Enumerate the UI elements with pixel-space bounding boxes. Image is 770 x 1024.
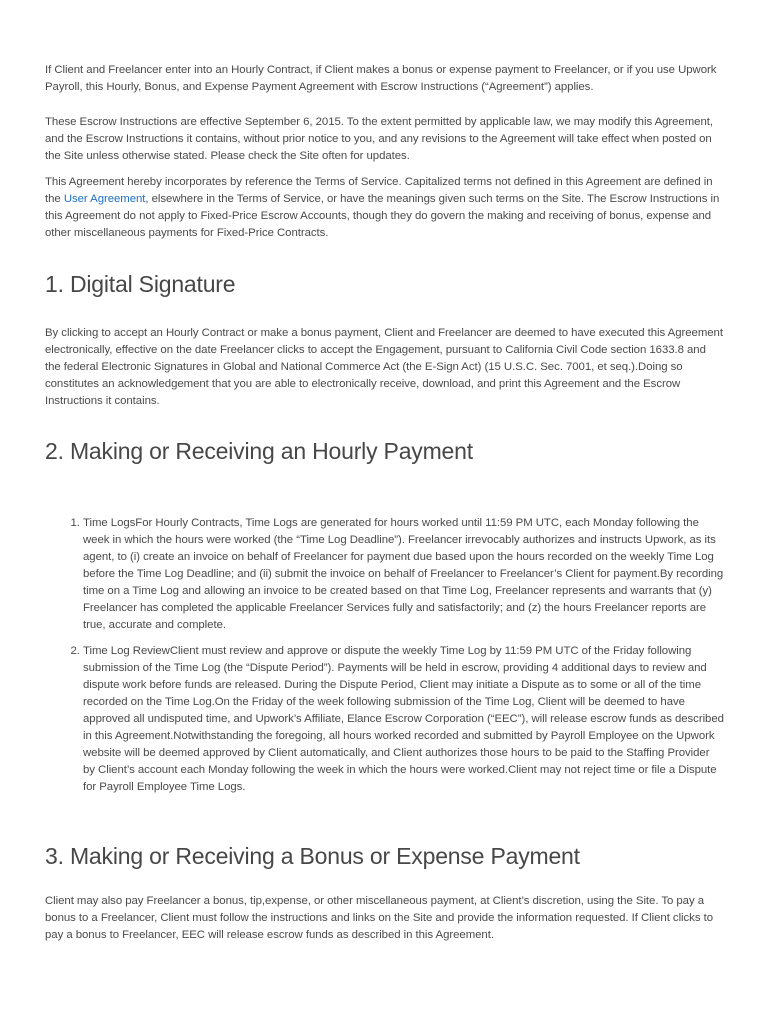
user-agreement-link[interactable]: User Agreement bbox=[63, 193, 146, 205]
intro-paragraph-3-text-before: This Agreement hereby incorporates by reference the Terms of Service. Capitalized terms not defined in this Agreement are defined in the bbox=[45, 176, 713, 205]
section-heading-hourly-payment: 2. Making or Receiving an Hourly Payment bbox=[45, 438, 473, 464]
list-item-time-logs: 1. Time LogsFor Hourly Contracts, Time Logs are generated for hours worked until 11:59 PM UTC, each Monday following the week in which the hours were worked (the “Time Log Deadline”). Freelancer irrevocably authorizes and instructs Upwork, as its agent, to (i) create an invoice on behalf of Freelancer for payment due based upon the hours recorded on the weekly Time Log before the Time Log Deadline; and (ii) submit the invoice on behalf of Freelancer to Freelancer’s Client for payment.By recording time on a Time Log and allowing an invoice to be created based on that Time Log, Freelancer represents and warrants that (y) Freelancer has completed the applicable Freelancer Services fully and satisfactorily; and (z) the hours Freelancer reports are true, accurate and complete. bbox=[83, 515, 724, 634]
list-item-time-log-review: 2. Time Log ReviewClient must review and approve or dispute the weekly Time Log by 11:59 PM UTC of the Friday following submission of the Time Log (the “Dispute Period”). Payments will be held in escrow, providing 4 additional days to review and dispute work before funds are released. During the Dispute Period, Client may initiate a Dispute as to some or all of the time recorded on the Time Log.On the Friday of the week following submission of the Time Log, Client will be deemed to have approved all undisputed time, and Upwork’s Affiliate, Elance Escrow Corporation (“EEC”), will release escrow funds as described in this Agreement.Notwithstanding the foregoing, all hours worked recorded and submitted by Payroll Employee on the Upwork website will be deemed approved by Client automatically, and Client authorizes those hours to be paid to the Staffing Provider by Client’s account each Monday following the week in which the hours were worked.Client may not reject time or file a Dispute for Payroll Employee Time Logs. bbox=[83, 643, 724, 796]
intro-paragraph-3 bbox=[45, 174, 724, 242]
section-body-bonus-expense: Client may also pay Freelancer a bonus, tip,expense, or other miscellaneous payment, at Client’s discretion, using the Site. To pay a bonus to a Freelancer, Client must follow the instructions and links on the Site and provide the information requested. If Client clicks to pay a bonus to Freelancer, EEC will release escrow funds as described in this Agreement. bbox=[45, 895, 713, 941]
intro-paragraph-3-text-after: , elsewhere in the Terms of Service, or have the meanings given such terms on the Site. The Escrow Instructions in this Agreement do not apply to Fixed-Price Escrow Accounts, though they do govern the making and receiving of bonus, expense and other miscellaneous payments for Fixed-Price Contracts. bbox=[45, 193, 720, 239]
intro-paragraph-1: If Client and Freelancer enter into an Hourly Contract, if Client makes a bonus or expense payment to Freelancer, or if you use Upwork Payroll, this Hourly, Bonus, and Expense Payment Agreement with Escrow Instructions (“Agreement”) applies. bbox=[45, 64, 717, 93]
hourly-payment-list bbox=[45, 515, 724, 796]
intro-paragraph-2: These Escrow Instructions are effective September 6, 2015. To the extent permitted by applicable law, we may modify this Agreement, and the Escrow Instructions it contains, without prior notice to you, and any revisions to the Agreement will take effect when posted on the Site unless otherwise stated. Please check the Site often for updates. bbox=[45, 116, 713, 162]
section-heading-digital-signature: 1. Digital Signature bbox=[45, 271, 236, 297]
section-body-digital-signature: By clicking to accept an Hourly Contract or make a bonus payment, Client and Freelancer are deemed to have executed this Agreement electronically, effective on the date Freelancer clicks to accept the Engagement, pursuant to California Civil Code section 1633.8 and the federal Electronic Signatures in Global and National Commerce Act (the E-Sign Act) (15 U.S.C. Sec. 7001, et seq.).Doing so constitutes an acknowledgement that you are able to electronically receive, download, and print this Agreement and the Escrow Instructions it contains. bbox=[45, 327, 723, 407]
section-heading-bonus-expense: 3. Making or Receiving a Bonus or Expense Payment bbox=[45, 843, 580, 869]
